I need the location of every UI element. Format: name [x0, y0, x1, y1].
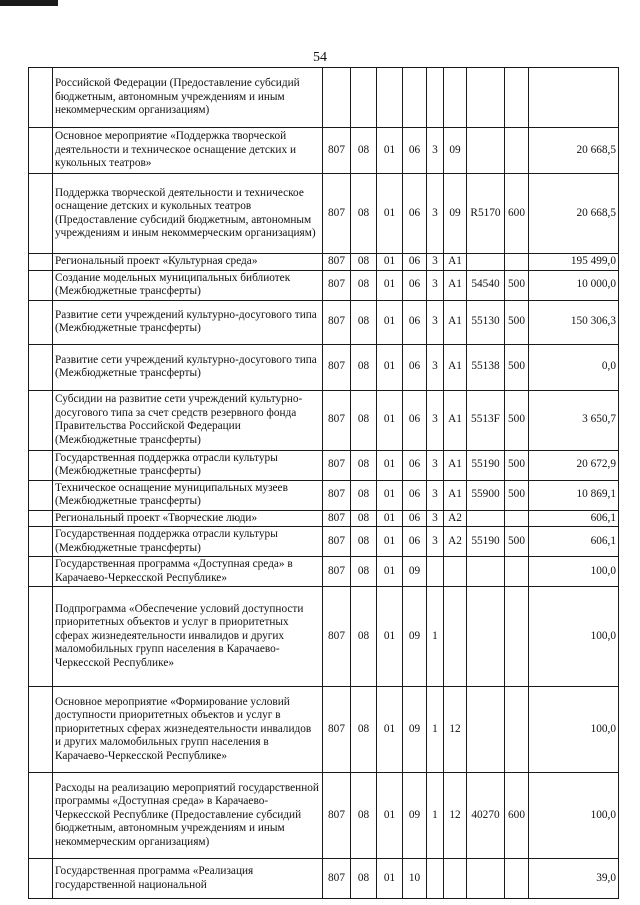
table-row [29, 859, 619, 899]
cell-event: A1 [444, 390, 467, 450]
cell-amount: 10 000,0 [529, 270, 619, 300]
cell-vr [505, 510, 529, 527]
cell-name: Государственная программа «Реализация государственной национальной [53, 859, 323, 899]
cell-prog: 06 [403, 344, 427, 390]
cell-gr: 807 [323, 300, 351, 344]
cell-pr [377, 68, 403, 128]
cell-subprog: 3 [427, 300, 444, 344]
cell-rz: 08 [351, 128, 377, 174]
cell-direction [467, 510, 505, 527]
cell-event: A1 [444, 480, 467, 510]
cell-prog: 06 [403, 270, 427, 300]
cell-stub [29, 300, 53, 344]
cell-gr: 807 [323, 254, 351, 271]
cell-stub [29, 587, 53, 687]
cell-direction: 55900 [467, 480, 505, 510]
cell-name: Подпрограмма «Обеспечение условий доступности приоритетных объектов и услуг в приоритетных сферах жизнедеятельности инвалидов и других маломобильных групп населения в Карачаево-Черкесской Республике» [53, 587, 323, 687]
cell-rz [351, 68, 377, 128]
cell-subprog: 1 [427, 587, 444, 687]
cell-vr: 600 [505, 773, 529, 859]
cell-rz: 08 [351, 254, 377, 271]
cell-vr: 600 [505, 174, 529, 254]
table-row [29, 527, 619, 557]
cell-rz: 08 [351, 773, 377, 859]
cell-rz: 08 [351, 450, 377, 480]
cell-vr [505, 557, 529, 587]
cell-name: Государственная поддержка отрасли культуры (Межбюджетные трансферты) [53, 450, 323, 480]
cell-subprog: 3 [427, 390, 444, 450]
cell-vr: 500 [505, 450, 529, 480]
cell-rz: 08 [351, 510, 377, 527]
cell-stub [29, 68, 53, 128]
cell-rz: 08 [351, 587, 377, 687]
cell-prog [403, 68, 427, 128]
cell-gr: 807 [323, 557, 351, 587]
cell-event: A2 [444, 527, 467, 557]
cell-name: Основное мероприятие «Поддержка творческой деятельности и техническое оснащение детских и кукольных театров» [53, 128, 323, 174]
cell-gr: 807 [323, 344, 351, 390]
cell-pr: 01 [377, 450, 403, 480]
cell-gr: 807 [323, 174, 351, 254]
cell-pr: 01 [377, 687, 403, 773]
cell-prog: 06 [403, 527, 427, 557]
cell-vr: 500 [505, 480, 529, 510]
cell-rz: 08 [351, 859, 377, 899]
cell-name: Субсидии на развитие сети учреждений культурно-досугового типа за счет средств резервного фонда Правительства Российской Федерации (Межбюджетные трансферты) [53, 390, 323, 450]
cell-direction: 55130 [467, 300, 505, 344]
cell-direction [467, 859, 505, 899]
cell-vr: 500 [505, 270, 529, 300]
cell-prog: 09 [403, 773, 427, 859]
cell-gr: 807 [323, 687, 351, 773]
cell-rz: 08 [351, 527, 377, 557]
cell-name: Основное мероприятие «Формирование условий доступности приоритетных объектов и услуг в приоритетных сферах жизнедеятельности инвалидов и других маломобильных групп населения в Карачаево-Черкесской Республике» [53, 687, 323, 773]
cell-name: Государственная поддержка отрасли культуры (Межбюджетные трансферты) [53, 527, 323, 557]
cell-pr: 01 [377, 174, 403, 254]
cell-pr: 01 [377, 390, 403, 450]
page-number: 54 [313, 50, 327, 65]
cell-amount: 100,0 [529, 773, 619, 859]
cell-name: Развитие сети учреждений культурно-досугового типа (Межбюджетные трансферты) [53, 300, 323, 344]
cell-gr [323, 68, 351, 128]
cell-stub [29, 450, 53, 480]
cell-direction: 5513F [467, 390, 505, 450]
cell-vr [505, 254, 529, 271]
cell-name: Поддержка творческой деятельности и техническое оснащение детских и кукольных театров (Предоставление субсидий бюджетным, автономным учреждениям и иным некоммерческим организациям) [53, 174, 323, 254]
cell-vr [505, 68, 529, 128]
cell-event [444, 557, 467, 587]
cell-name: Региональный проект «Культурная среда» [53, 254, 323, 271]
cell-prog: 06 [403, 174, 427, 254]
cell-subprog: 3 [427, 450, 444, 480]
cell-pr: 01 [377, 128, 403, 174]
cell-prog: 06 [403, 128, 427, 174]
cell-gr: 807 [323, 859, 351, 899]
cell-subprog: 3 [427, 128, 444, 174]
cell-name: Создание модельных муниципальных библиотек (Межбюджетные трансферты) [53, 270, 323, 300]
table-row [29, 128, 619, 174]
cell-stub [29, 510, 53, 527]
cell-pr: 01 [377, 773, 403, 859]
cell-prog: 06 [403, 510, 427, 527]
cell-rz: 08 [351, 480, 377, 510]
cell-subprog: 1 [427, 687, 444, 773]
cell-subprog: 1 [427, 773, 444, 859]
cell-event [444, 587, 467, 687]
cell-name: Развитие сети учреждений культурно-досугового типа (Межбюджетные трансферты) [53, 344, 323, 390]
cell-stub [29, 128, 53, 174]
cell-direction [467, 254, 505, 271]
cell-direction: R5170 [467, 174, 505, 254]
cell-event [444, 859, 467, 899]
cell-pr: 01 [377, 480, 403, 510]
table-row [29, 773, 619, 859]
cell-direction: 55138 [467, 344, 505, 390]
cell-event: 09 [444, 128, 467, 174]
cell-direction: 55190 [467, 450, 505, 480]
cell-stub [29, 859, 53, 899]
cell-amount: 0,0 [529, 344, 619, 390]
cell-event: 09 [444, 174, 467, 254]
table-row [29, 450, 619, 480]
cell-direction: 55190 [467, 527, 505, 557]
table-row [29, 687, 619, 773]
cell-pr: 01 [377, 859, 403, 899]
cell-direction [467, 557, 505, 587]
cell-prog: 06 [403, 390, 427, 450]
cell-amount: 3 650,7 [529, 390, 619, 450]
cell-amount: 606,1 [529, 510, 619, 527]
cell-event: A1 [444, 344, 467, 390]
cell-prog: 10 [403, 859, 427, 899]
table-row [29, 510, 619, 527]
table-row [29, 480, 619, 510]
cell-vr [505, 128, 529, 174]
cell-gr: 807 [323, 480, 351, 510]
cell-vr: 500 [505, 527, 529, 557]
cell-amount: 100,0 [529, 557, 619, 587]
cell-stub [29, 270, 53, 300]
table-row [29, 557, 619, 587]
budget-table [28, 67, 619, 899]
cell-pr: 01 [377, 254, 403, 271]
cell-subprog: 3 [427, 344, 444, 390]
cell-vr [505, 859, 529, 899]
cell-gr: 807 [323, 527, 351, 557]
table-row [29, 344, 619, 390]
cell-pr: 01 [377, 527, 403, 557]
cell-name: Российской Федерации (Предоставление субсидий бюджетным, автономным учреждениям и иным некоммерческим организациям) [53, 68, 323, 128]
cell-gr: 807 [323, 773, 351, 859]
cell-vr: 500 [505, 344, 529, 390]
cell-pr: 01 [377, 300, 403, 344]
cell-name: Расходы на реализацию мероприятий государственной программы «Доступная среда» в Карачаево-Черкесской Республике (Предоставление субсидий бюджетным, автономным учреждениям и иным некоммерческим организациям) [53, 773, 323, 859]
cell-prog: 09 [403, 557, 427, 587]
cell-amount: 100,0 [529, 687, 619, 773]
cell-stub [29, 174, 53, 254]
cell-direction [467, 587, 505, 687]
cell-direction [467, 687, 505, 773]
cell-amount: 150 306,3 [529, 300, 619, 344]
cell-pr: 01 [377, 557, 403, 587]
cell-subprog: 3 [427, 527, 444, 557]
cell-direction: 54540 [467, 270, 505, 300]
cell-pr: 01 [377, 510, 403, 527]
cell-event: A1 [444, 254, 467, 271]
top-scan-mark [0, 0, 58, 6]
cell-subprog: 3 [427, 480, 444, 510]
cell-prog: 09 [403, 587, 427, 687]
cell-vr: 500 [505, 300, 529, 344]
cell-direction [467, 68, 505, 128]
cell-rz: 08 [351, 390, 377, 450]
cell-event: A1 [444, 450, 467, 480]
cell-name: Государственная программа «Доступная среда» в Карачаево-Черкесской Республике» [53, 557, 323, 587]
cell-prog: 06 [403, 254, 427, 271]
cell-subprog [427, 557, 444, 587]
cell-vr [505, 687, 529, 773]
cell-prog: 09 [403, 687, 427, 773]
cell-event: A2 [444, 510, 467, 527]
cell-event: A1 [444, 270, 467, 300]
cell-rz: 08 [351, 270, 377, 300]
cell-stub [29, 687, 53, 773]
cell-subprog [427, 859, 444, 899]
cell-name: Техническое оснащение муниципальных музеев (Межбюджетные трансферты) [53, 480, 323, 510]
cell-subprog: 3 [427, 270, 444, 300]
cell-amount: 606,1 [529, 527, 619, 557]
cell-amount: 39,0 [529, 859, 619, 899]
cell-stub [29, 557, 53, 587]
cell-prog: 06 [403, 480, 427, 510]
cell-gr: 807 [323, 510, 351, 527]
table-row [29, 390, 619, 450]
table-row [29, 174, 619, 254]
cell-gr: 807 [323, 128, 351, 174]
cell-stub [29, 390, 53, 450]
cell-amount: 20 668,5 [529, 174, 619, 254]
table-row [29, 270, 619, 300]
cell-pr: 01 [377, 344, 403, 390]
cell-rz: 08 [351, 557, 377, 587]
table-row [29, 587, 619, 687]
cell-prog: 06 [403, 450, 427, 480]
cell-event [444, 68, 467, 128]
cell-amount: 10 869,1 [529, 480, 619, 510]
cell-pr: 01 [377, 270, 403, 300]
cell-direction: 40270 [467, 773, 505, 859]
cell-amount: 20 672,9 [529, 450, 619, 480]
cell-stub [29, 344, 53, 390]
cell-rz: 08 [351, 174, 377, 254]
cell-prog: 06 [403, 300, 427, 344]
table-row [29, 300, 619, 344]
cell-vr [505, 587, 529, 687]
cell-direction [467, 128, 505, 174]
cell-subprog: 3 [427, 174, 444, 254]
cell-stub [29, 254, 53, 271]
table-row [29, 254, 619, 271]
cell-pr: 01 [377, 587, 403, 687]
cell-subprog: 3 [427, 254, 444, 271]
cell-event: A1 [444, 300, 467, 344]
cell-stub [29, 480, 53, 510]
cell-amount: 195 499,0 [529, 254, 619, 271]
cell-subprog: 3 [427, 510, 444, 527]
cell-rz: 08 [351, 344, 377, 390]
cell-amount: 20 668,5 [529, 128, 619, 174]
cell-event: 12 [444, 687, 467, 773]
cell-stub [29, 527, 53, 557]
cell-event: 12 [444, 773, 467, 859]
cell-gr: 807 [323, 587, 351, 687]
cell-rz: 08 [351, 300, 377, 344]
cell-gr: 807 [323, 390, 351, 450]
cell-gr: 807 [323, 270, 351, 300]
cell-amount [529, 68, 619, 128]
cell-gr: 807 [323, 450, 351, 480]
cell-rz: 08 [351, 687, 377, 773]
table-row [29, 68, 619, 128]
cell-name: Региональный проект «Творческие люди» [53, 510, 323, 527]
cell-subprog [427, 68, 444, 128]
cell-stub [29, 773, 53, 859]
cell-amount: 100,0 [529, 587, 619, 687]
cell-vr: 500 [505, 390, 529, 450]
